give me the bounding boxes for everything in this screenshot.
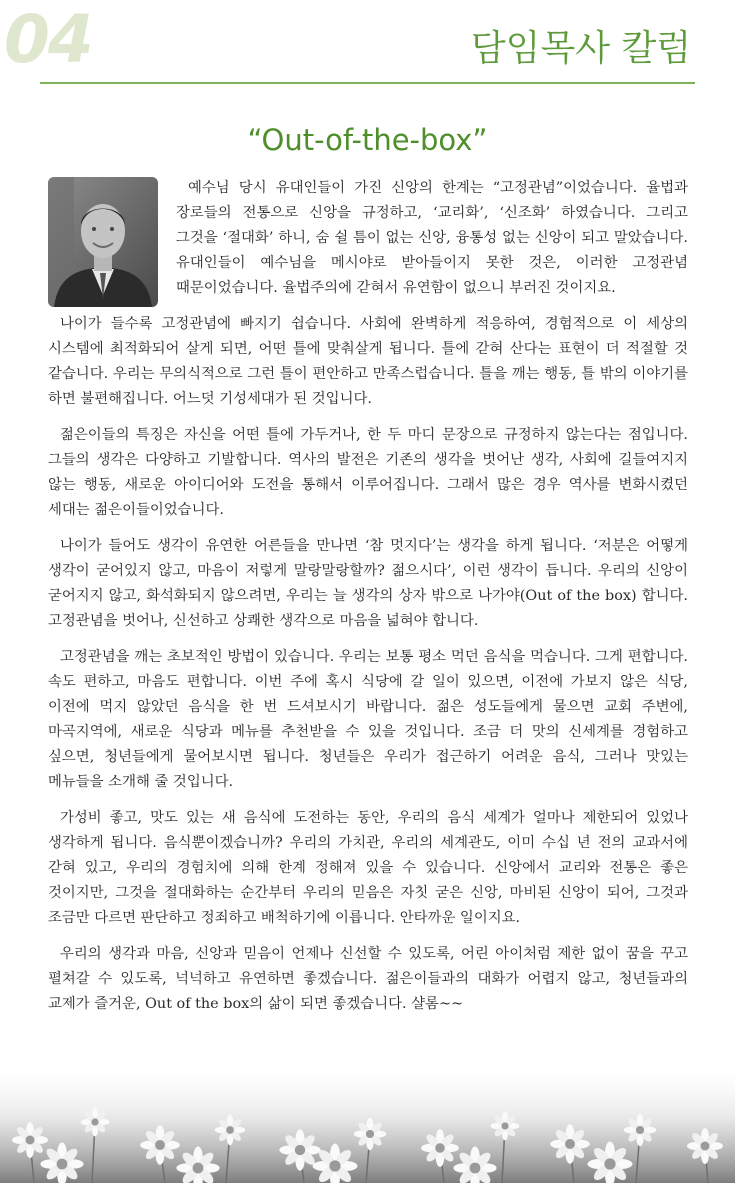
article-title: “Out-of-the-box” [247, 123, 488, 157]
page-number: 04 [4, 1, 92, 78]
section-title: 담임목사 칼럼 [470, 28, 691, 69]
flower-footer-decoration [0, 1060, 735, 1183]
article-body [48, 176, 688, 1028]
article-paragraph: 나이가 들어도 생각이 유연한 어른들을 만나면 ‘참 멋지다’는 생각을 하게 됩니다. ‘저분은 어떻게 생각이 굳어있지 않고, 마음이 저렇게 말랑말랑할까? 젊으시다’, 이런 생각이 듭니다. 우리의 신앙이 굳어지지 않고, 화석화되지 않으려면, 우리는 늘 생각의 상자 밖으로 나가야(Out of the box) 합니다. 고정관념을 벗어나, 신선하고 상쾌한 생각으로 마음을 넓혀야 합니다. [48, 538, 688, 629]
article-paragraph: 나이가 들수록 고정관념에 빠지기 쉽습니다. 사회에 완벽하게 적응하여, 경험적으로 이 세상의 시스템에 최적화되어 살게 되면, 어떤 틀에 맞춰살게 됩니다. 틀에 갇혀 산다는 표현이 더 적절할 것 같습니다. 우리는 무의식적으로 그런 틀이 편안하고 만족스럽습니다. 틀을 깨는 행동, 틀 밖의 이야기를 하면 불편해집니다. 어느덧 기성세대가 된 것입니다. [48, 316, 688, 407]
page-header [0, 0, 735, 86]
article-paragraph: 예수님 당시 유대인들이 가진 신앙의 한계는 “고정관념”이었습니다. 율법과 장로들의 전통으로 신앙을 규정하고, ‘교리화’, ‘신조화’ 하였습니다. 그리고 그것을 ‘절대화’ 하니, 숨 쉴 틈이 없는 신앙, 융통성 없는 신앙이 되고 말았습니다. 유대인들이 예수님을 메시야로 받아들이지 못한 것은, 이러한 고정관념 때문이었습니다. 율법주의에 갇혀서 유연함이 없으니 부러진 것이지요. [176, 180, 688, 296]
header-divider [40, 82, 695, 84]
article-paragraph: 우리의 생각과 마음, 신앙과 믿음이 언제나 신선할 수 있도록, 어린 아이처럼 제한 없이 꿈을 꾸고 펼쳐갈 수 있도록, 넉넉하고 유연하면 좋겠습니다. 젊은이들과의 대화가 어렵지 않고, 청년들과의 교제가 즐거운, Out of the box의 삶이 되면 좋겠습니다. 샬롬~~ [48, 946, 688, 1012]
article-paragraph: 젊은이들의 특징은 자신을 어떤 틀에 가두거나, 한 두 마디 문장으로 규정하지 않는다는 점입니다. 그들의 생각은 다양하고 기발합니다. 역사의 발전은 기존의 생각을 벗어난 생각, 사회에 길들여지지 않는 행동, 새로운 아이디어와 도전을 통해서 이루어집니다. 그래서 많은 경우 역사를 변화시켰던 세대는 젊은이들이었습니다. [48, 427, 688, 518]
article-paragraph: 고정관념을 깨는 초보적인 방법이 있습니다. 우리는 보통 평소 먹던 음식을 먹습니다. 그게 편합니다. 속도 편하고, 마음도 편합니다. 이번 주에 혹시 식당에 갈 일이 있으면, 이전에 가보지 않은 식당, 이전에 먹지 않았던 음식을 한 번 드셔보시기 바랍니다. 젊은 성도들에게 물으면 교회 주변에, 마곡지역에, 새로운 식당과 메뉴를 추천받을 수 있을 것입니다. 조금 더 맛의 신세계를 경험하고 싶으면, 청년들에게 물어보시면 됩니다. 청년들은 우리가 접근하기 어려운 음식, 그러나 맛있는 메뉴들을 소개해 줄 것입니다. [48, 649, 688, 790]
article-paragraph: 가성비 좋고, 맛도 있는 새 음식에 도전하는 동안, 우리의 음식 세계가 얼마나 제한되어 있었나 생각하게 됩니다. 음식뿐이겠습니까? 우리의 가치관, 우리의 세계관도, 이미 수십 년 전의 교과서에 갇혀 있고, 우리의 경험치에 의해 한계 정해져 있을 수 있습니다. 신앙에서 교리와 전통은 좋은 것이지만, 그것을 절대화하는 순간부터 우리의 믿음은 자칫 굳은 신앙, 마비된 신앙이 되어, 그것과 조금만 다르면 판단하고 정죄하고 배척하기에 이릅니다. 안타까운 일이지요. [48, 810, 688, 926]
